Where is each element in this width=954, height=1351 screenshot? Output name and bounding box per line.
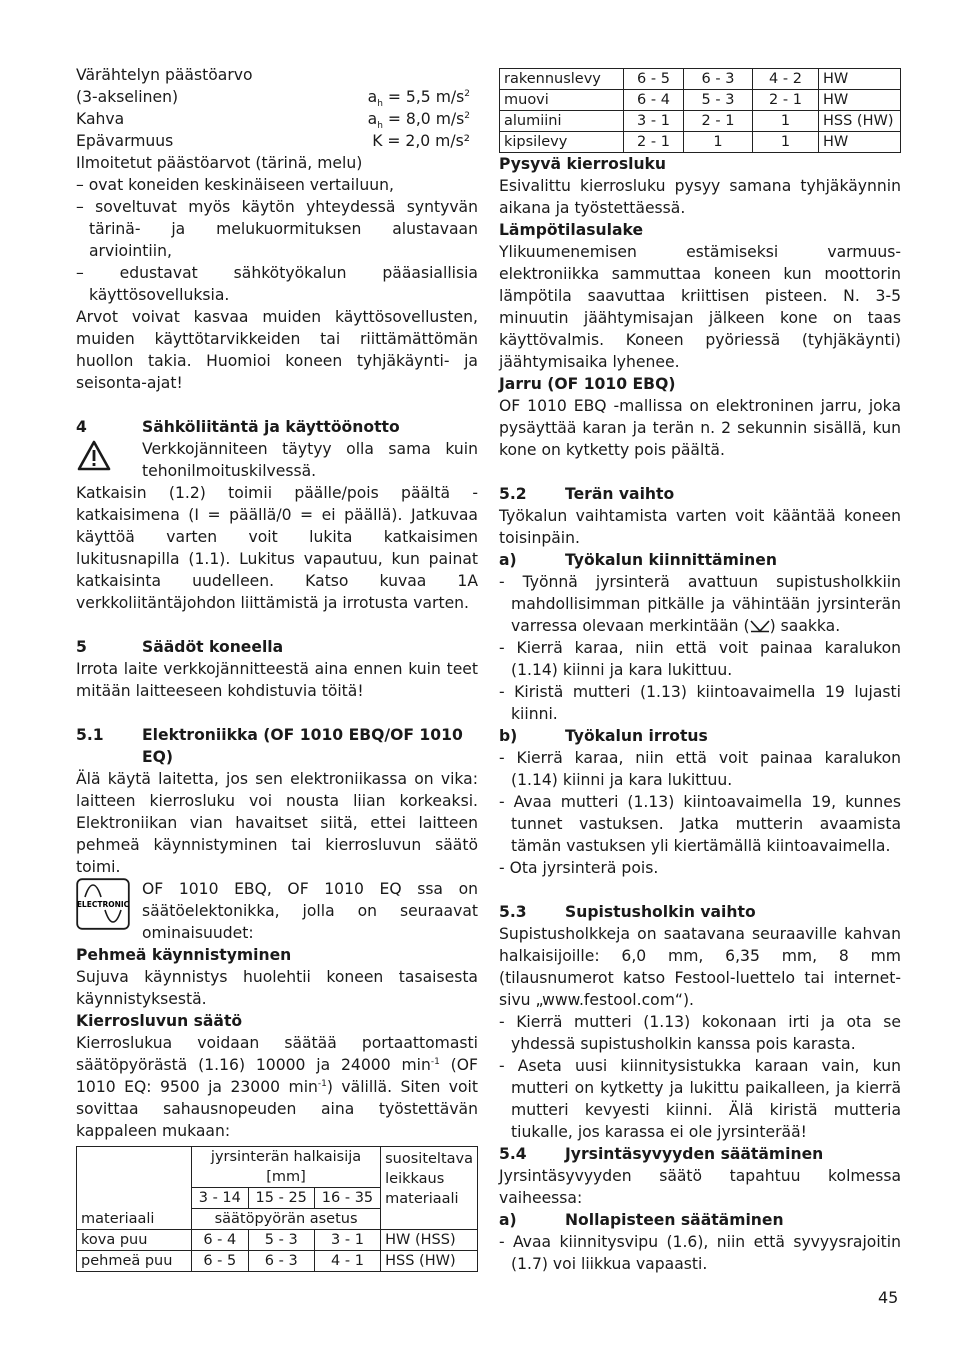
subsection-5-4-a-heading: a) Nollapisteen säätäminen <box>499 1211 784 1229</box>
section-4-heading: 4 Sähköliitäntä ja käyttöönotto <box>76 418 400 436</box>
constant-speed-text: Esivalittu kierrosluku pysyy samana tyhjäkäynnin aikana ja työstettäessä. <box>499 177 901 217</box>
vibration-value: $a_h = 8,0$ $m/s^2$ <box>367 110 470 132</box>
section-5-1-text: Älä käytä laitetta, jos sen elektroniikassa on vika: laitteen kierrosluku voi nousta liian korkeaksi. Elektroniikan vian havaitset siitä, ettei laitteen pehmeä käynnistyminen tai kierrosluvun säätö toimi. <box>76 770 478 876</box>
vibration-value: $a_h = 5,5$ $m/s^2$ <box>367 88 470 110</box>
table-row: rakennuslevy 6 - 5 6 - 3 4 - 2 HW <box>500 69 901 90</box>
voltage-warning: Verkkojänniteen täytyy olla sama kuin tehonilmoituskilvessä. <box>142 440 478 480</box>
emission-bullet: – ovat koneiden keskinäiseen vertailuun, <box>76 176 394 194</box>
vibration-label: Kahva <box>76 110 125 128</box>
section-5-text: Irrota laite verkkojännitteestä aina ennen kuin teet mitään laitteeseen kohdistuvia töitä! <box>76 660 478 700</box>
left-column <box>76 64 478 1272</box>
table-range: 16 - 35 <box>314 1188 380 1209</box>
speed-table-continued <box>499 68 901 153</box>
electronics-feature-text: OF 1010 EBQ, OF 1010 EQ ssa on säätöelektonikka, jolla on seuraavat ominaisuudet: <box>142 880 478 942</box>
vibration-title: Värähtelyn päästöarvo <box>76 66 253 84</box>
removal-step: - Kierrä karaa, niin että voit painaa karalukon (1.14) kiinni ja kara lukittuu. <box>499 749 901 789</box>
warning-icon <box>76 438 112 474</box>
section-5-2-text: Työkalun vaihtamista varten voit kääntää koneen toisinpäin. <box>499 507 901 547</box>
table-row: kova puu 6 - 4 5 - 3 3 - 1 HW (HSS) <box>77 1230 478 1251</box>
table-range: 3 - 14 <box>192 1188 249 1209</box>
brake-text: OF 1010 EBQ -mallissa on elektroninen jarru, joka pysäyttää karan ja terän n. 2 sekunnin sisällä, kun kone on kytketty pois päältä. <box>499 397 901 459</box>
thermal-fuse-text: Ylikuumenemisen estämiseksi varmuus-elektroniikka sammuttaa koneen kun moottorin lämpötila saavuttaa kriittisen pisteen. N. 3-5 minuutin jäähtymisajan jälkeen kone on taas käyttövalmis. Koneen pyöriessä (tyhjäkäynti) jäähtymisaika lyhenee. <box>499 243 901 371</box>
vibration-value: K = 2,0 m/s² <box>372 132 470 150</box>
table-header-recommended: suositeltava leikkaus materiaali <box>381 1147 478 1230</box>
brake-title: Jarru (OF 1010 EBQ) <box>499 375 676 393</box>
section-5-2-heading: 5.2 Terän vaihto <box>499 485 675 503</box>
table-row: kipsilevy 2 - 1 1 1 HW <box>500 132 901 153</box>
speed-control-text: Kierroslukua voidaan säätää portaattomasti säätöpyörästä (1.16) 10000 ja 24000 $\min^{-1} (OF$ 1010 EQ: 9500 ja 23000 $\min^{-1}$) välillä. Siten voit sovittaa sahausnopeuden aina työstettävän kappaleen mukaan: <box>76 1034 478 1140</box>
collet-step: - Aseta uusi kiinnitysistukka karaan vain, kun mutteri on kytketty ja lukittu paikalleen, ja kierrä mutteri kevyesti kiinni. Älä kiristä mutteria tiukalle, jos karassa ei ole jyrsinterää! <box>499 1057 901 1141</box>
emission-bullet: – soveltuvat myös käytön yhteydessä syntyvän tärinä- ja melukuormituksen alustavaan arviointiin, <box>76 198 478 260</box>
emission-note: Arvot voivat kasvaa muiden käyttösovellusten, muiden käyttötarvikkeiden tai riittämättömän huollon takia. Huomioi koneen tyhjäkäynti- ja seisonta-ajat! <box>76 308 478 392</box>
page-number: 45 <box>878 1288 899 1307</box>
section-5-4-text: Jyrsintäsyvyyden säätö tapahtuu kolmessa vaiheessa: <box>499 1167 901 1207</box>
table-header-material: materiaali <box>77 1147 192 1230</box>
section-5-3-heading: 5.3 Supistusholkin vaihto <box>499 903 756 921</box>
subsection-a-heading: a) Työkalun kiinnittäminen <box>499 551 777 569</box>
shank-mark-icon <box>750 619 770 633</box>
vibration-label: Epävarmuus <box>76 132 174 150</box>
section-5-1-heading: 5.1 Elektroniikka (OF 1010 EBQ/OF 1010 EQ) <box>76 726 463 766</box>
vibration-label: (3-akselinen) <box>76 88 179 106</box>
table-row: pehmeä puu 6 - 5 6 - 3 4 - 1 HSS (HW) <box>77 1251 478 1272</box>
table-wheel-setting: säätöpyörän asetus <box>192 1209 381 1230</box>
soft-start-title: Pehmeä käynnistyminen <box>76 946 292 964</box>
emission-intro: Ilmoitetut päästöarvot (tärinä, melu) <box>76 154 363 172</box>
soft-start-text: Sujuva käynnistys huolehtii koneen tasaisesta käynnistyksestä. <box>76 968 478 1008</box>
switch-text: Katkaisin (1.2) toimii päälle/pois päältä -katkaisimena (I = päällä/0 = ei päällä). Jatkuvaa käyttöä varten voit lukita katkaisimen lukitusnapilla (1.1). Lukitus vapautuu, kun painat katkaisinta uudelleen. Katso kuvaa 1A verkkoliitäntäjohdon liittämistä ja irrotusta varten. <box>76 484 478 612</box>
section-5-4-heading: 5.4 Jyrsintäsyvyyden säätäminen <box>499 1145 824 1163</box>
vibration-row <box>76 130 478 152</box>
subsection-b-heading: b) Työkalun irrotus <box>499 727 708 745</box>
electronic-icon <box>76 878 130 930</box>
vibration-row <box>76 86 478 108</box>
speed-control-title: Kierrosluvun säätö <box>76 1012 243 1030</box>
speed-table <box>76 1146 478 1272</box>
table-range: 15 - 25 <box>248 1188 314 1209</box>
section-5-heading: 5 Säädöt koneella <box>76 638 284 656</box>
svg-text:ELECTRONIC: ELECTRONIC <box>76 900 130 909</box>
removal-step: - Avaa mutteri (1.13) kiintoavaimella 19, kunnes tunnet vastuksen. Jatka mutterin avaamista tämän vastuksen yli kiertämällä kiintoavaimella. <box>499 793 901 855</box>
collet-step: - Kierrä mutteri (1.13) kokonaan irti ja ota se yhdessä supistusholkin kanssa pois karasta. <box>499 1013 901 1053</box>
section-5-3-text: Supistusholkkeja on saatavana seuraaville kahvan halkaisijoille: 6,0 mm, 6,35 mm, 8 mm (tilausnumerot katso Festool-luettelo tai internet-sivu „www.festool.com“). <box>499 925 901 1009</box>
mount-step: - Työnnä jyrsinterä avattuun supistusholkkiin mahdollisimman pitkälle ja vähintään jyrsinterän varressa olevaan merkintään ( ) saakka. <box>499 573 901 635</box>
removal-step: - Ota jyrsinterä pois. <box>499 859 659 877</box>
table-row: alumiini 3 - 1 2 - 1 1 HSS (HW) <box>500 111 901 132</box>
table-header-diameter: jyrsinterän halkaisija [mm] <box>192 1147 381 1188</box>
thermal-fuse-title: Lämpötilasulake <box>499 221 644 239</box>
constant-speed-title: Pysyvä kierrosluku <box>499 155 667 173</box>
mount-step: - Kierrä karaa, niin että voit painaa karalukon (1.14) kiinni ja kara lukittuu. <box>499 639 901 679</box>
emission-bullet: – edustavat sähkötyökalun pääasiallisia käyttösovelluksia. <box>76 264 478 304</box>
right-column <box>499 68 901 1275</box>
table-row: muovi 6 - 4 5 - 3 2 - 1 HW <box>500 90 901 111</box>
zero-point-step: - Avaa kiinnitysvipu (1.6), niin että syvyysrajoitin (1.7) voi liikkua vapaasti. <box>499 1233 901 1273</box>
mount-step: - Kiristä mutteri (1.13) kiintoavaimella 19 lujasti kiinni. <box>499 683 901 723</box>
vibration-row <box>76 108 478 130</box>
